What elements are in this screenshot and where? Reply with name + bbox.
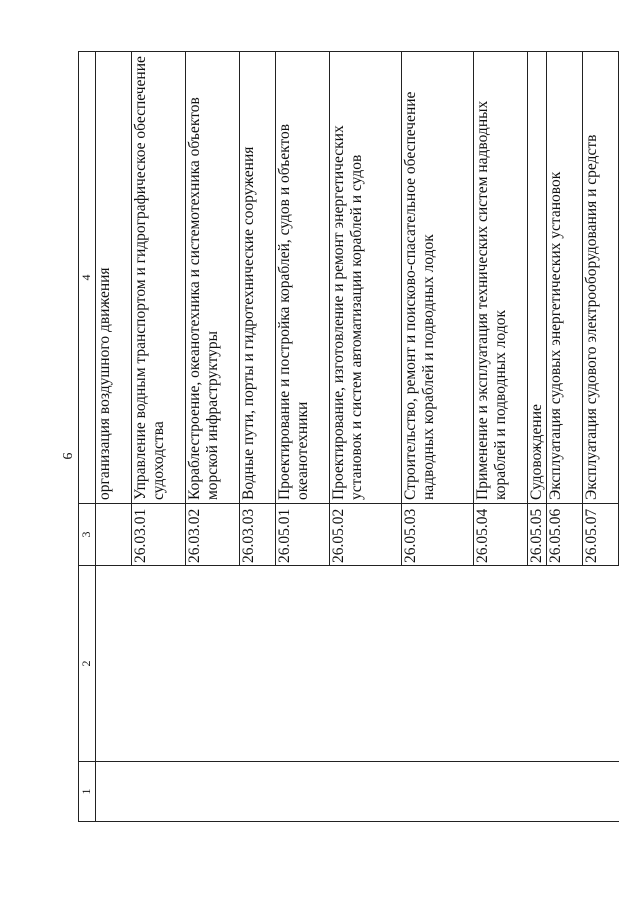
code-cell: 26.05.02 (330, 504, 402, 566)
name-cell: Кораблестроение, океанотехника и системотехника объектов морской инфраструктуры (186, 52, 240, 504)
code-cell: 26.05.03 (402, 504, 474, 566)
header-col-4: 4 (79, 52, 96, 504)
name-cell: Управление водным транспортом и гидрографическое обеспечение судоходства (132, 52, 186, 504)
page-number: 9 (59, 452, 74, 460)
name-cell: Проектирование, изготовление и ремонт энергетических установок и систем автоматизации кораблей и судов (330, 52, 402, 504)
code-cell: 26.05.05 (528, 504, 547, 566)
header-col-3: 3 (79, 504, 96, 566)
name-cell: Проектирование и постройка кораблей, судов и объектов океанотехники (276, 52, 330, 504)
table-header-row (79, 52, 96, 822)
code-cell: 26.05.06 (547, 504, 583, 566)
header-col-1: 1 (79, 762, 96, 822)
rotated-table-container (78, 52, 600, 822)
name-cell: Судовождение (528, 52, 547, 504)
name-cell: Водные пути, порты и гидротехнические сооружения (240, 52, 276, 504)
col2-cell (96, 566, 619, 762)
code-cell: 26.05.01 (276, 504, 330, 566)
header-col-2: 2 (79, 566, 96, 762)
code-cell (96, 504, 132, 566)
programs-table (78, 51, 619, 822)
col1-cell (96, 762, 619, 822)
code-cell: 26.03.02 (186, 504, 240, 566)
name-cell: Эксплуатация судовых энергетических установок (547, 52, 583, 504)
name-cell: Эксплуатация судового электрооборудования и средств (583, 52, 619, 504)
code-cell: 26.03.03 (240, 504, 276, 566)
table-row (96, 52, 132, 822)
code-cell: 26.05.07 (583, 504, 619, 566)
code-cell: 26.03.01 (132, 504, 186, 566)
name-cell: организация воздушного движения (96, 52, 132, 504)
code-cell: 26.05.04 (474, 504, 528, 566)
name-cell: Строительство, ремонт и поисково-спасательное обеспечение надводных кораблей и подводных лодок (402, 52, 474, 504)
name-cell: Применение и эксплуатация технических систем надводных кораблей и подводных лодок (474, 52, 528, 504)
